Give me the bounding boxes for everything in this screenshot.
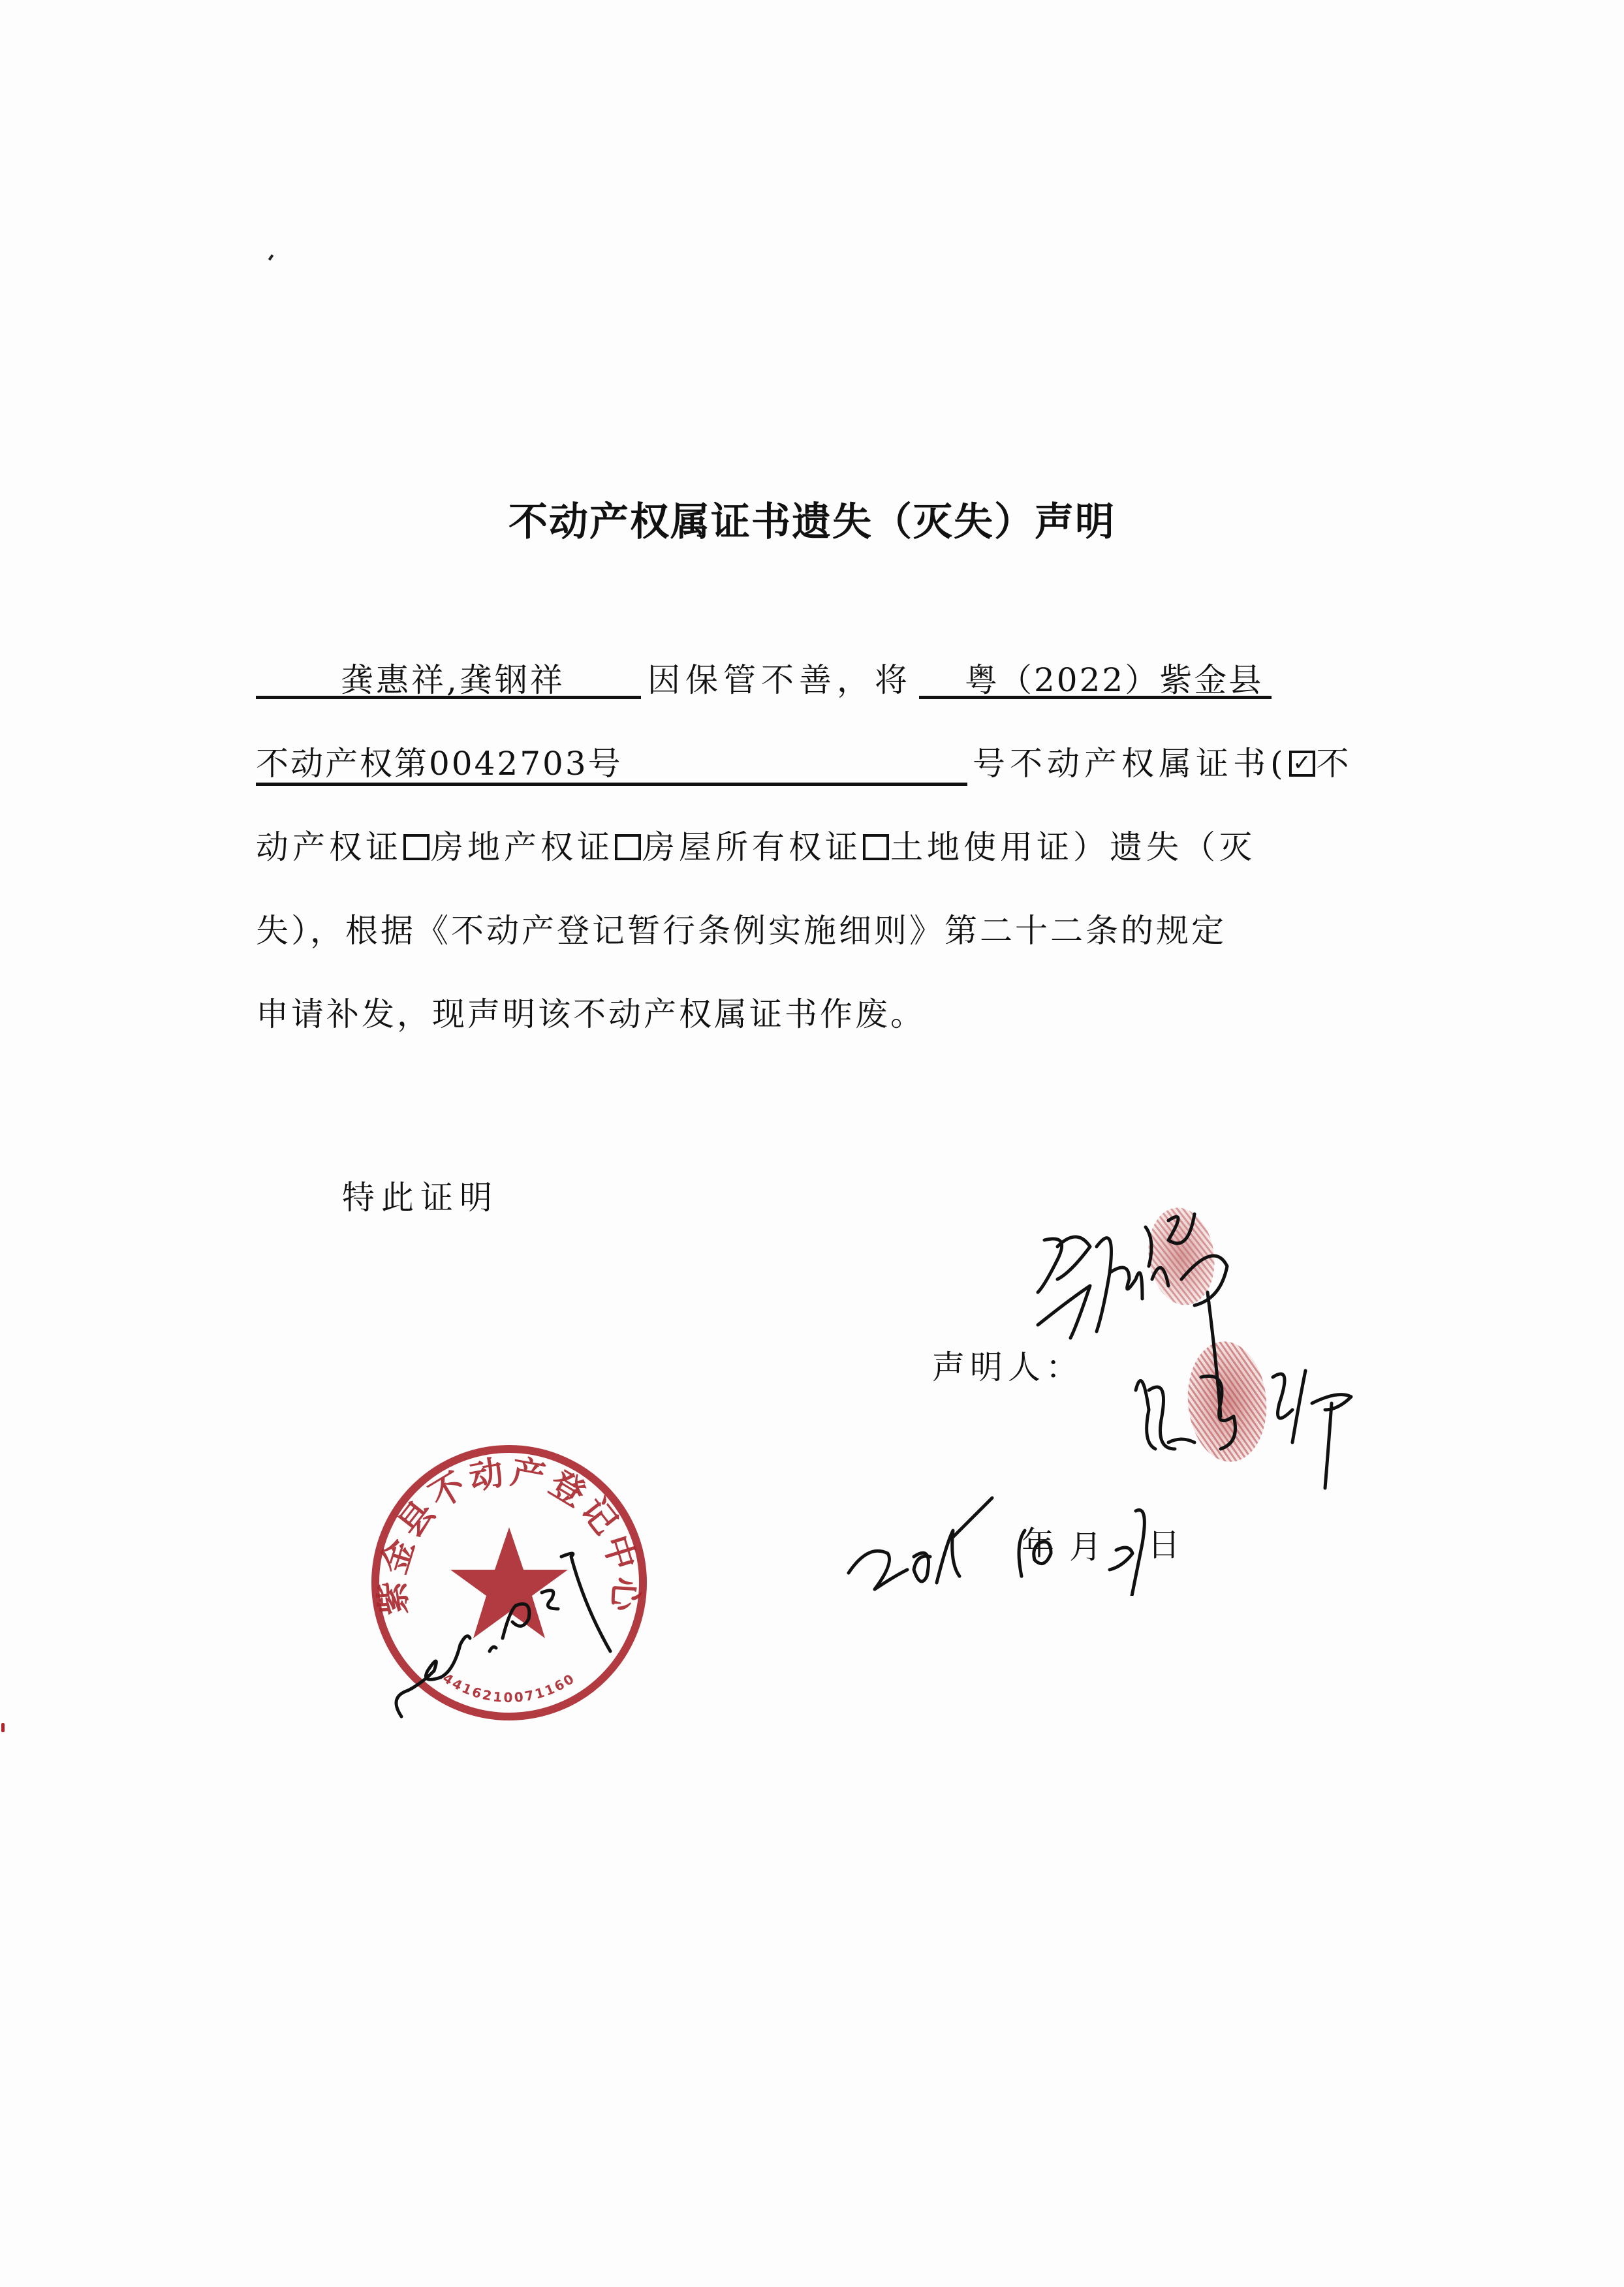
scan-edge-mark [1,1723,5,1732]
certificate-number-field-part1: 粤（2022）紫金县 [919,657,1272,699]
body-text: ）遗失（灭 [1073,828,1256,866]
option-label: 房屋所有权证 [642,828,862,866]
checkbox-real-estate-certificate-checked: ✓ [1289,751,1315,777]
certify-text: 特此证明 [342,1179,499,1217]
checkbox-housing-land-certificate [403,834,429,860]
handwritten-year-icon [835,1491,1292,1596]
seal-code: 4416210071160 [440,1670,578,1705]
option-label: 不 [1316,745,1354,783]
body-line-5: 申请补发，现声明该不动产权属证书作废。 [256,995,926,1033]
declarant-label: 声明人： [932,1348,1084,1386]
body-line-1 [256,657,1272,703]
option-label: 土地使用证 [890,828,1073,866]
body-text: 因保管不善，将 [648,661,913,699]
checkbox-house-ownership-certificate [615,834,641,860]
official-seal-icon [362,1436,656,1730]
date-year-unit: 年 [1022,1525,1054,1563]
body-line-2 [256,741,1354,786]
checkbox-land-use-certificate [863,834,889,860]
owners-field: 龚惠祥,龚钢祥 [256,657,641,699]
scan-speck [268,255,273,261]
option-label: 动产权证 [256,828,402,866]
seal-text: 紫金县不动产登记中心 [373,1452,646,1617]
date-day-unit: 日 [1148,1526,1180,1564]
body-text: 号不动产权属证书( [973,745,1288,783]
certificate-number-field-part2: 不动产权第0042703号 [256,741,967,786]
body-line-3 [256,824,1256,870]
date-month-unit: 月 [1069,1528,1102,1566]
body-line-4: 失），根据《不动产登记暂行条例实施细则》第二十二条的规定 [256,912,1226,950]
document-title: 不动产权属证书遗失（灭失）声明 [508,499,1116,545]
option-label: 房地产权证 [431,828,614,866]
signature-2-icon [1129,1351,1377,1495]
svg-text:4416210071160 [440,1670,578,1705]
date-row [835,1491,1292,1596]
